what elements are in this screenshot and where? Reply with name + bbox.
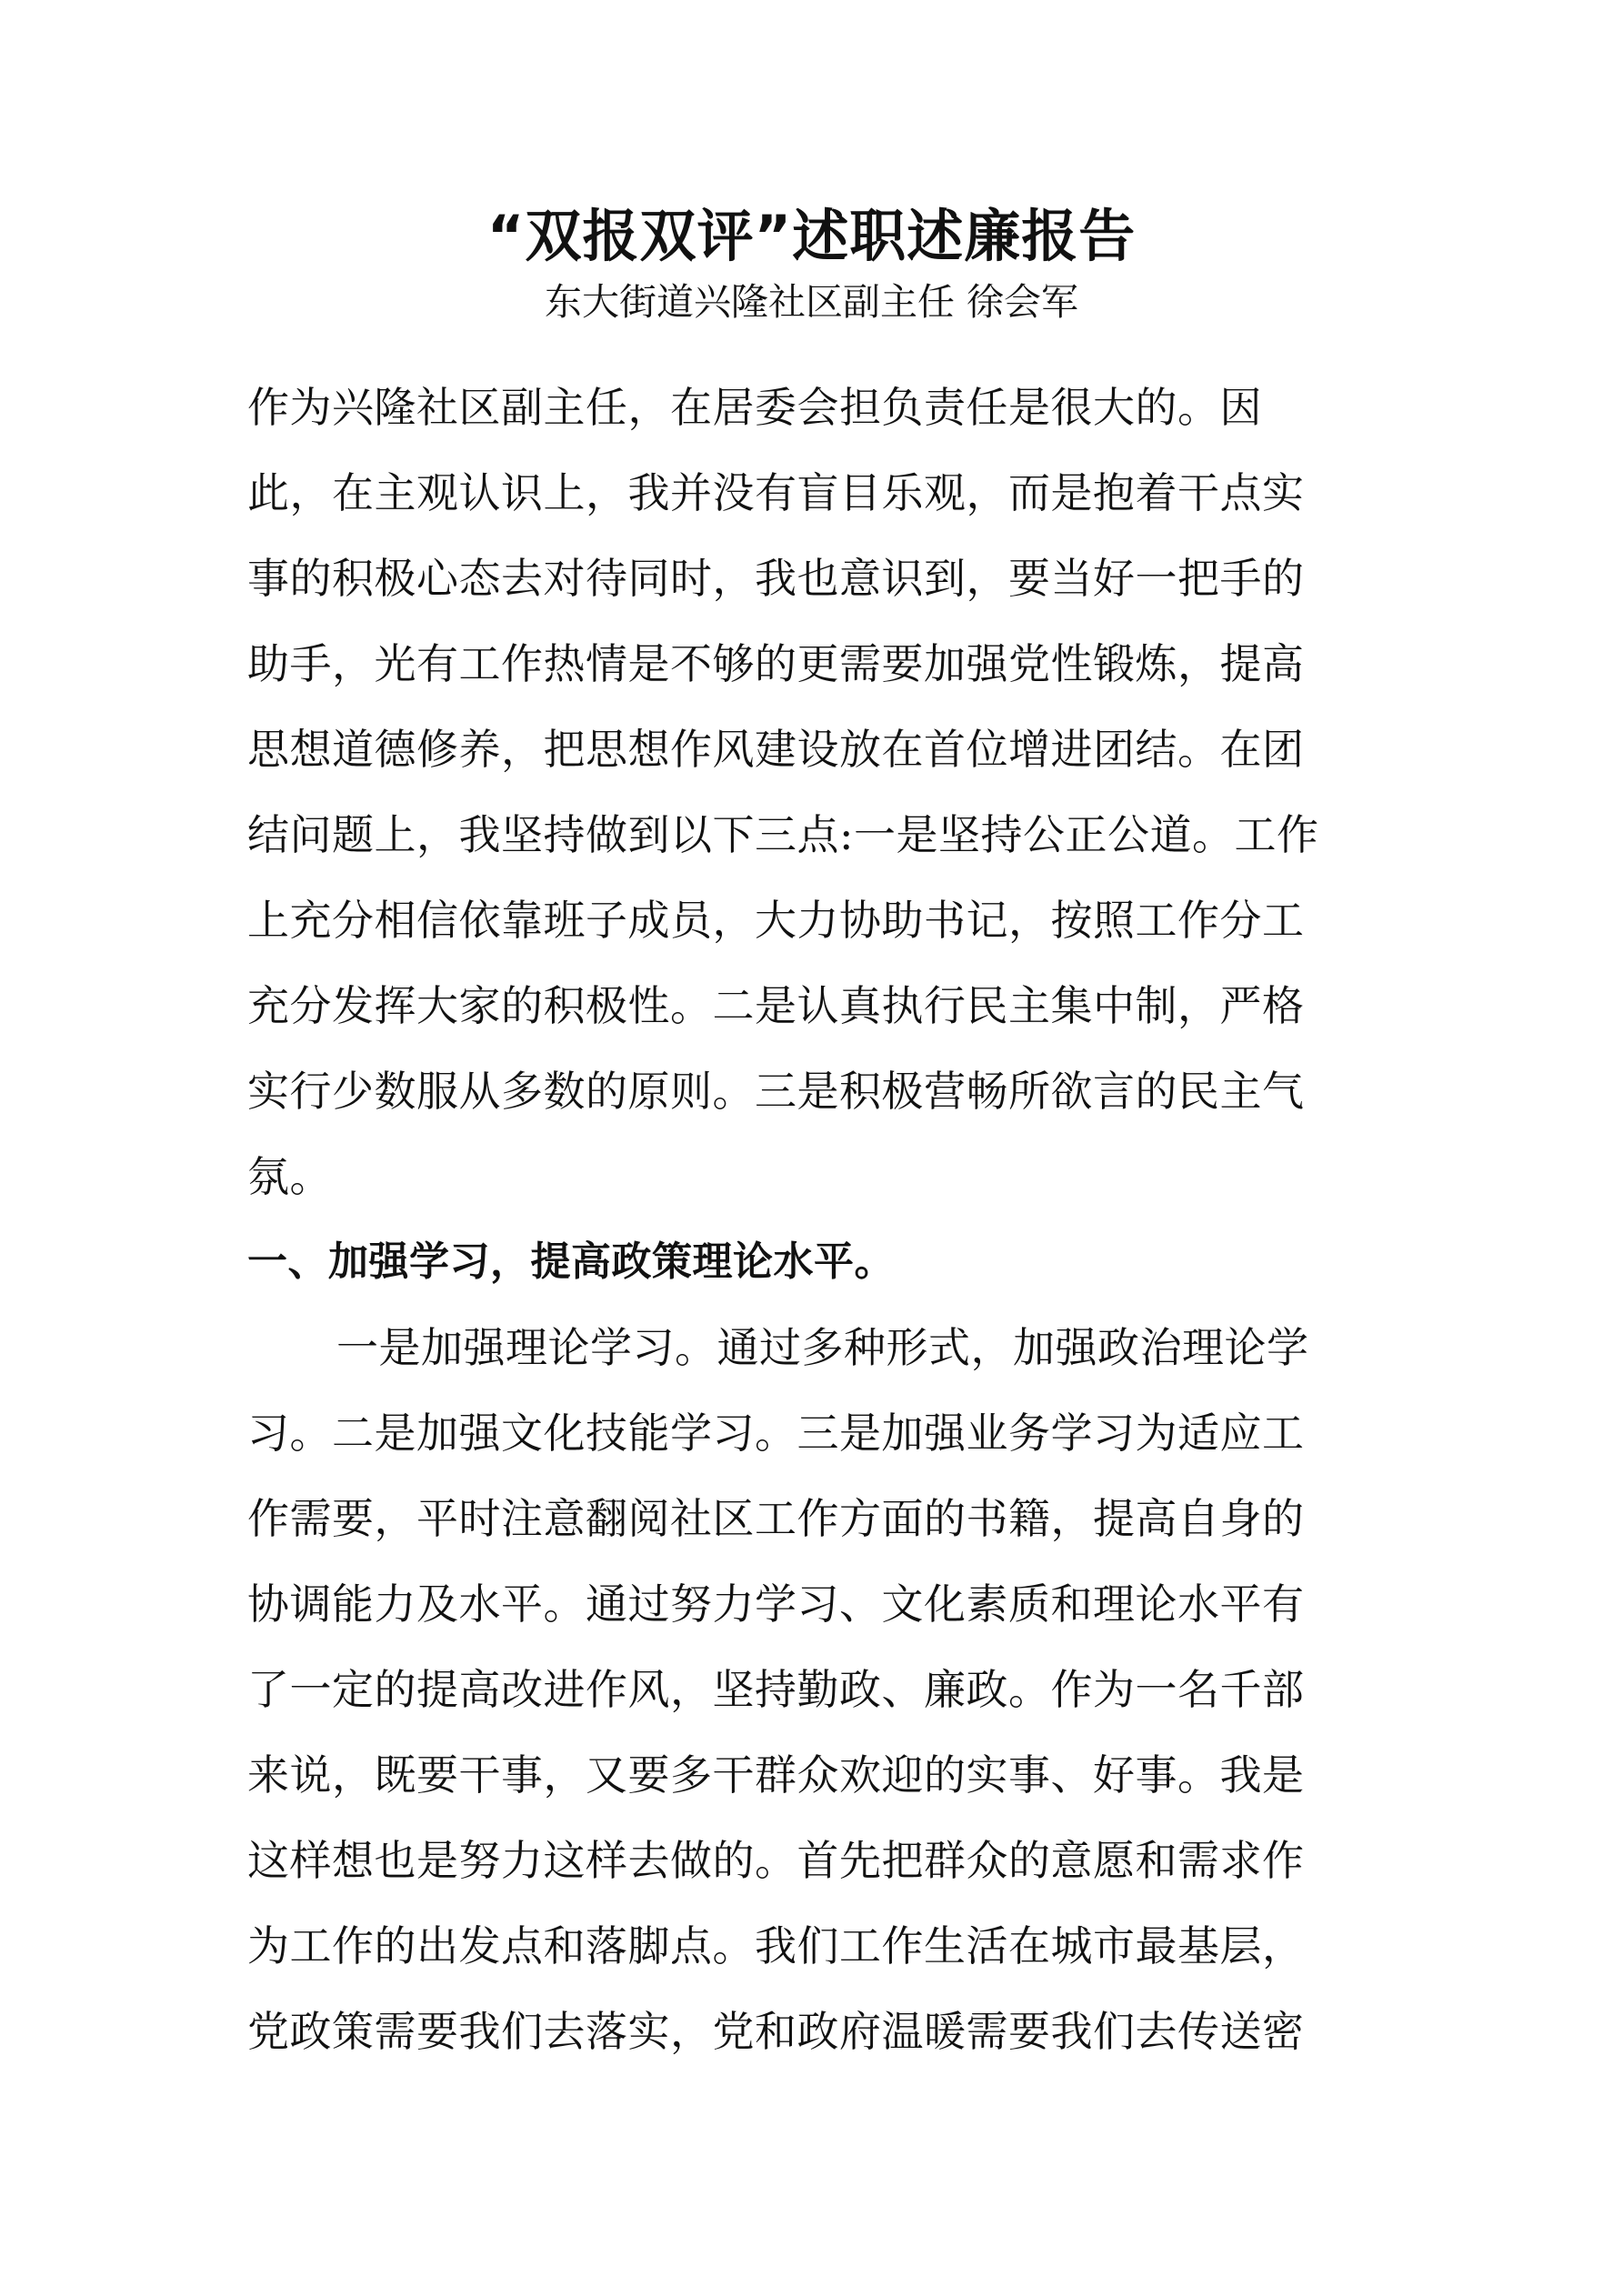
body-line: 事的积极心态去对待同时，我也意识到，要当好一把手的: [247, 554, 1305, 603]
body-line: 结问题上，我坚持做到以下三点:一是坚持公正公道。工作: [247, 810, 1319, 859]
body-line: 充分发挥大家的积极性。二是认真执行民主集中制，严格: [247, 981, 1305, 1030]
body-line: 实行少数服从多数的原则。三是积极营畅所欲言的民主气: [247, 1067, 1305, 1116]
body-line: 助手，光有工作热情是不够的更需要加强党性锻炼，提高: [247, 639, 1305, 688]
body-line: 来说，既要干事，又要多干群众欢迎的实事、好事。我是: [247, 1750, 1305, 1800]
body-line: 作需要，平时注意翻阅社区工作方面的书籍，提高自身的: [247, 1494, 1305, 1543]
body-line: 习。二是加强文化技能学习。三是加强业务学习为适应工: [247, 1409, 1305, 1458]
body-line: 氛。: [247, 1152, 332, 1201]
section-heading: 一、加强学习，提高政策理论水平。: [247, 1238, 895, 1285]
document-title: “双报双评”述职述廉报告: [486, 203, 1137, 269]
body-line: 党政策需要我们去落实，党和政府温暖需要我们去传送密: [247, 2007, 1305, 2056]
body-line: 此，在主观认识上，我并没有盲目乐观，而是抱着干点实: [247, 468, 1305, 517]
body-line: 上充分相信依靠班子成员，大力协助书记，按照工作分工: [247, 896, 1305, 945]
body-line: 为工作的出发点和落脚点。我们工作生活在城市最基层，: [247, 1921, 1305, 1970]
body-line: 作为兴隆社区副主任，在居委会担负责任是很大的。因: [247, 383, 1262, 432]
body-line: 一是加强理论学习。通过多种形式，加强政治理论学: [336, 1323, 1309, 1372]
document-subtitle: 东大街道兴隆社区副主任 徐会军: [544, 280, 1079, 324]
body-line: 了一定的提高改进作风，坚持勤政、廉政。作为一名千部: [247, 1665, 1305, 1714]
body-line: 这样想也是努力这样去做的。首先把群众的意愿和需求作: [247, 1836, 1305, 1885]
body-line: 协调能力及水平。通过努力学习、文化素质和理论水平有: [247, 1579, 1305, 1629]
body-line: 思想道德修养，把思想作风建设放在首位增进团结。在团: [247, 725, 1305, 774]
